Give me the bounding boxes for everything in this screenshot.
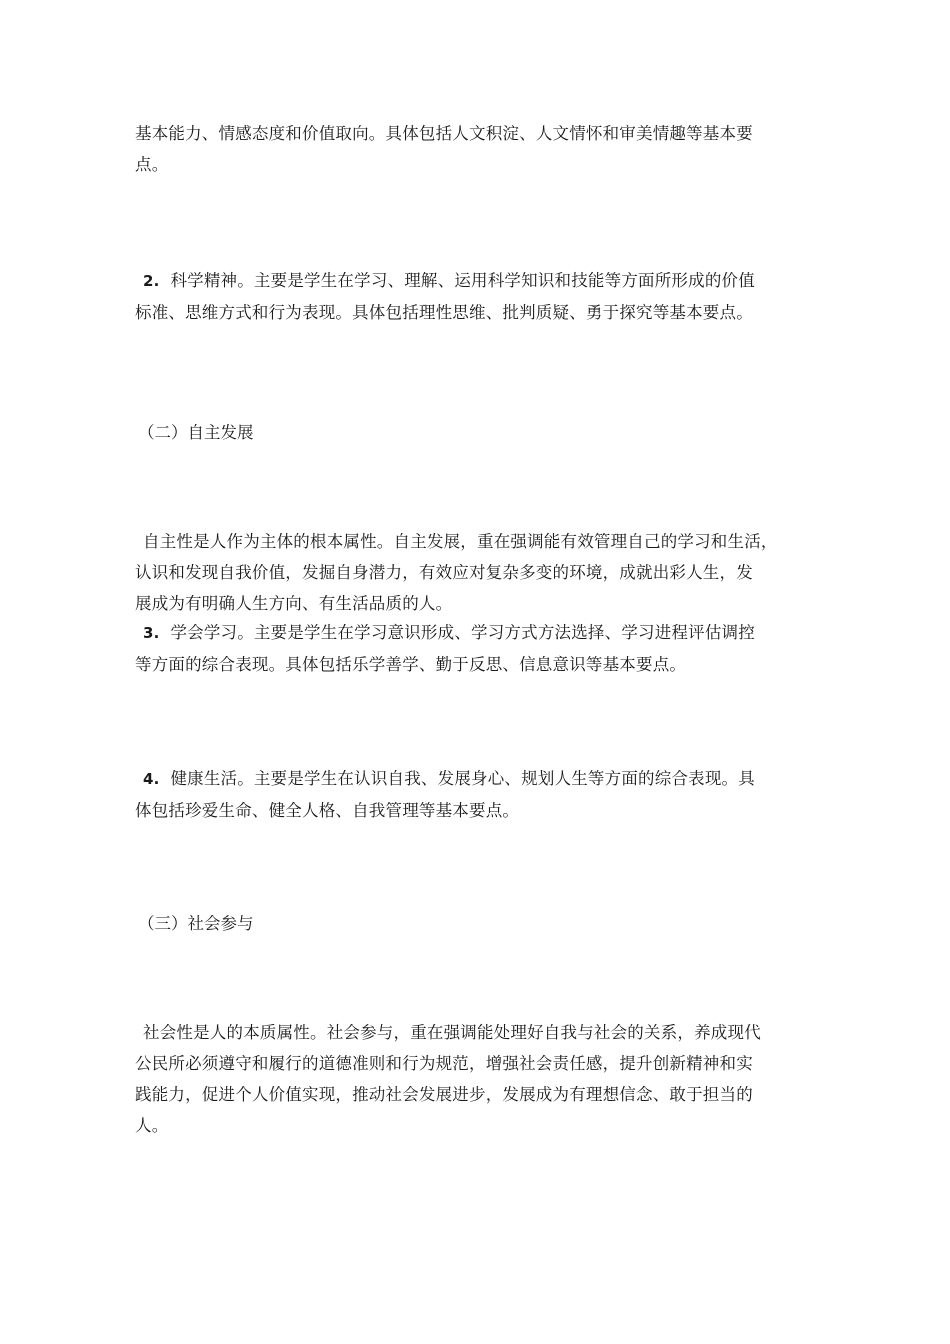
item-number: 3. [143, 624, 160, 642]
text-line [135, 617, 835, 649]
text-line: 标准、思维方式和行为表现。具体包括理性思维、批判质疑、勇于探究等基本要点。 [135, 303, 753, 322]
text-line: 点。 [135, 155, 169, 174]
text-line: 人。 [135, 1116, 169, 1135]
text-line: 公民所必须遵守和履行的道德准则和行为规范，增强社会责任感，提升创新精神和实 [135, 1054, 753, 1073]
text-line: 践能力，促进个人价值实现，推动社会发展进步，发展成为有理想信念、敢于担当的 [135, 1085, 753, 1104]
item-number: 2. [143, 272, 160, 290]
text-line-content: 健康生活。主要是学生在认识自我、发展身心、规划人生等方面的综合表现。具 [170, 769, 755, 788]
text-line: 展成为有明确人生方向、有生活品质的人。 [135, 594, 453, 613]
text-line: 等方面的综合表现。具体包括乐学善学、勤于反思、信息意识等基本要点。 [135, 655, 687, 674]
paragraph-healthy-living [135, 763, 835, 826]
item-number: 4. [143, 770, 160, 788]
text-line-content: 科学精神。主要是学生在学习、理解、运用科学知识和技能等方面所形成的价值 [170, 271, 755, 290]
paragraph-humanities-continued [135, 118, 835, 180]
text-line: 社会性是人的本质属性。社会参与，重在强调能处理好自我与社会的关系，养成现代 [143, 1023, 761, 1042]
text-line [135, 763, 835, 795]
text-line: 自主性是人作为主体的根本属性。自主发展，重在强调能有效管理自己的学习和生活， [143, 532, 778, 551]
paragraph-sociality [135, 1017, 835, 1141]
text-line: 认识和发现自我价值，发掘自身潜力，有效应对复杂多变的环境，成就出彩人生，发 [135, 563, 753, 582]
text-line: 体包括珍爱生命、健全人格、自我管理等基本要点。 [135, 801, 520, 820]
text-line: 基本能力、情感态度和价值取向。具体包括人文积淀、人文情怀和审美情趣等基本要 [135, 124, 753, 143]
section-heading-social-participation: （三）社会参与 [138, 914, 254, 933]
text-line-content: 学会学习。主要是学生在学习意识形成、学习方式方法选择、学习进程评估调控 [170, 623, 755, 642]
paragraph-learning-to-learn [135, 617, 835, 680]
text-line [135, 265, 835, 297]
paragraph-scientific-spirit [135, 265, 835, 328]
section-heading-self-development: （二）自主发展 [138, 423, 254, 442]
paragraph-autonomy [135, 526, 835, 619]
